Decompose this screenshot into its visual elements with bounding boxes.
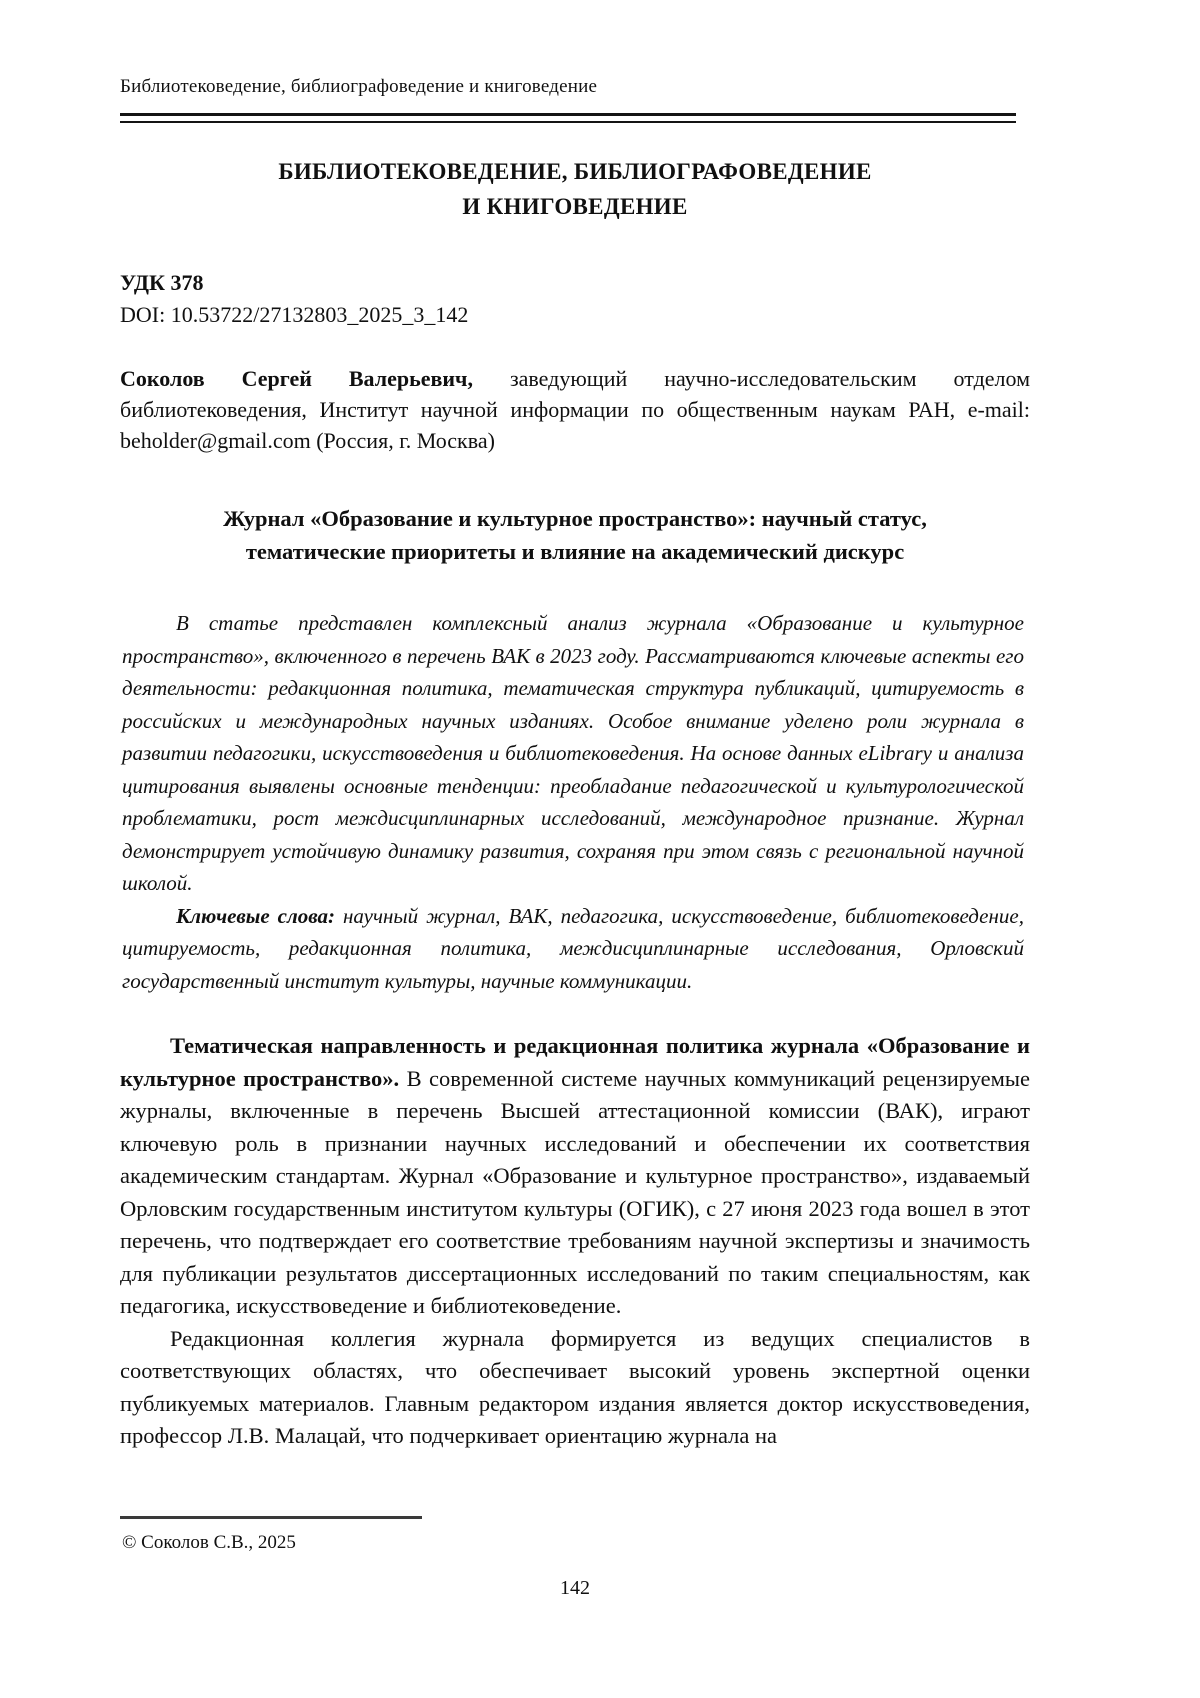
abstract-paragraph: В статье представлен комплексный анализ журнала «Образование и культурное пространство», включенного в перечень ВАК в 2023 году. Рассматриваются ключевые аспекты его деятельности: редакционная политика, тематическая структура публикаций, цитируемость в российских и международных научных изданиях. Особое внимание уделено роли журнала в развитии педагогики, искусствоведения и библиотековедения. На основе данных eLibrary и анализа цитирования выявлены основные тенденции: преобладание педагогической и культурологической проблематики, рост междисциплинарных исследований, международное признание. Журнал демонстрирует устойчивую динамику развития, сохраняя при этом связь с региональной научной школой.: [122, 611, 1024, 895]
paragraph-1-text: В современной системе научных коммуникаций рецензируемые журналы, включенные в перечень Высшей аттестационной комиссии (ВАК), играют ключевую роль в признании научных исследований и обеспечении их соответствия академическим стандартам. Журнал «Образование и культурное пространство», издаваемый Орловским государственным институтом культуры (ОГИК), с 27 июня 2023 года вошел в этот перечень, что подтверждает его соответствие требованиям научной экспертизы и значимость для публикации результатов диссертационных исследований по таким специальностям, как педагогика, искусствоведение и библиотековедение.: [120, 1065, 1030, 1318]
author-details: заведующий научно-исследовательским отделом библиотековедения, Институт научной информации по общественным наукам РАН, e-mail: beholder@gmail.com (Россия, г. Москва): [120, 366, 1030, 453]
section-heading-line1: БИБЛИОТЕКОВЕДЕНИЕ, БИБЛИОГРАФОВЕДЕНИЕ: [278, 159, 872, 184]
keywords-paragraph: [122, 900, 1024, 998]
article-title-line2: тематические приоритеты и влияние на академический дискурс: [245, 539, 905, 564]
keywords-label: Ключевые слова:: [176, 903, 336, 928]
body-paragraph-2: Редакционная коллегия журнала формируется из ведущих специалистов в соответствующих областях, что обеспечивает высокий уровень экспертной оценки публикуемых материалов. Главным редактором издания является доктор искусствоведения, профессор Л.В. Малацай, что подчеркивает ориентацию журнала на: [120, 1325, 1030, 1448]
section-heading: [120, 154, 1030, 224]
article-title-line1: Журнал «Образование и культурное пространство»: научный статус,: [223, 506, 927, 531]
udc-code: УДК 378: [120, 270, 204, 295]
header-double-rule: [120, 113, 1016, 123]
paragraph-1-lead: Тематическая направленность и редакционная политика журнала «Образование и культурное пространство».: [120, 1033, 1030, 1091]
abstract-block: [122, 607, 1024, 997]
footnote-rule: [120, 1516, 422, 1519]
keywords-text: научный журнал, ВАК, педагогика, искусствоведение, библиотековедение, цитируемость, редакционная политика, междисциплинарные исследования, Орловский государственный институт культуры, научные коммуникации.: [122, 903, 1024, 993]
article-body: [120, 1030, 1030, 1453]
doi-line: DOI: 10.53722/27132803_2025_3_142: [120, 302, 469, 327]
article-title: [120, 502, 1030, 568]
page-content: [120, 76, 1030, 1500]
copyright-note: © Соколов С.В., 2025: [122, 1532, 296, 1553]
body-paragraph-1: [120, 1030, 1030, 1323]
running-head: Библиотековедение, библиографоведение и книговедение: [120, 76, 598, 97]
page-number: 142: [560, 1577, 590, 1599]
author-paragraph: [120, 363, 1030, 456]
section-heading-line2: И КНИГОВЕДЕНИЕ: [462, 194, 688, 219]
author-name: Соколов Сергей Валерьевич,: [120, 366, 473, 391]
